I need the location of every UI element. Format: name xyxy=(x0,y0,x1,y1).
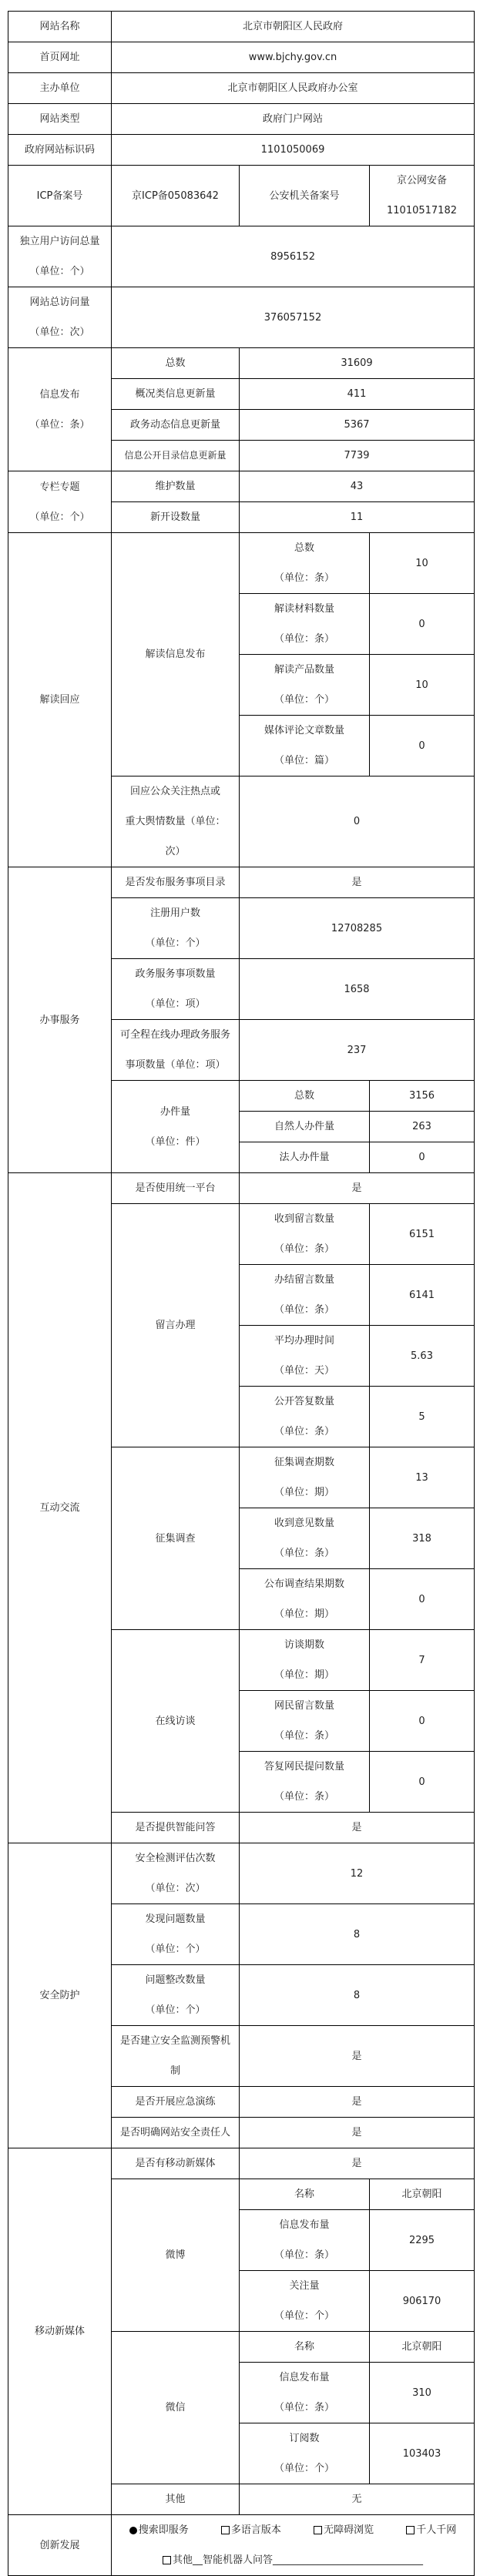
row-columns-maintained xyxy=(8,471,475,502)
value-interp-response: 0 xyxy=(240,776,475,867)
label-interview-replies xyxy=(240,1752,370,1813)
website-annual-report-table xyxy=(8,11,475,2576)
row-info-total xyxy=(8,348,475,379)
label-interp-response xyxy=(112,776,240,867)
value-msg-closed: 6141 xyxy=(370,1265,475,1326)
police-record-line1: 京公网安备 xyxy=(397,175,448,186)
label-interview-periods xyxy=(240,1630,370,1691)
interview-replies-label: 答复网民提问数量 xyxy=(263,1761,344,1773)
row-service-catalog xyxy=(8,867,475,898)
value-security-owner: 是 xyxy=(240,2118,475,2148)
value-msg-received: 6151 xyxy=(370,1204,475,1265)
weibo-posts-unit: （单位：条） xyxy=(274,2249,334,2261)
filled-circle-icon xyxy=(129,2527,137,2534)
wechat-subs-label: 订阅数 xyxy=(289,2433,320,2444)
label-police-record: 公安机关备案号 xyxy=(240,166,370,226)
label-has-mobile-media: 是否有移动新媒体 xyxy=(112,2148,240,2179)
value-smart-qa: 是 xyxy=(240,1813,475,1843)
value-has-mobile-media: 是 xyxy=(240,2148,475,2179)
value-interp-media: 0 xyxy=(370,716,475,776)
label-service-catalog: 是否发布服务事项目录 xyxy=(112,867,240,898)
info-publish-unit: （单位：条） xyxy=(29,418,90,431)
pv-label: 网站总访问量 xyxy=(29,297,90,308)
response-line2: 重大舆情数量（单位： xyxy=(125,816,226,827)
label-weibo-followers xyxy=(240,2271,370,2332)
warning-line1: 是否建立安全监测预警机 xyxy=(119,2035,230,2047)
online-line2: 事项数量（单位：项） xyxy=(125,1059,226,1071)
wechat-posts-unit: （单位：条） xyxy=(274,2402,334,2413)
value-interview-replies: 0 xyxy=(370,1752,475,1813)
label-wechat-name: 名称 xyxy=(240,2332,370,2363)
value-site-type: 政府门户网站 xyxy=(112,104,475,135)
label-issues-fixed xyxy=(112,1965,240,2026)
security-checks-unit: （单位：次） xyxy=(145,1883,206,1894)
value-wechat-subscribers: 103403 xyxy=(370,2423,475,2484)
value-warning-mechanism: 是 xyxy=(240,2026,475,2087)
survey-results-unit: （单位：期） xyxy=(274,1608,334,1620)
interview-messages-unit: （单位：条） xyxy=(274,1730,334,1742)
value-site-code: 1101050069 xyxy=(112,135,475,166)
value-police-record xyxy=(370,166,475,226)
survey-opinions-unit: （单位：条） xyxy=(274,1548,334,1559)
option-accessibility: 无障碍浏览 xyxy=(314,2515,374,2545)
label-info-news: 政务动态信息更新量 xyxy=(112,410,240,441)
row-total-visits xyxy=(8,287,475,348)
label-homepage-url: 首页网址 xyxy=(8,42,112,73)
value-registered-users: 12708285 xyxy=(240,898,475,959)
interp-products-label: 解读产品数量 xyxy=(274,664,334,676)
value-cases-natural: 263 xyxy=(370,1112,475,1142)
response-line3: 次） xyxy=(165,846,186,857)
value-service-items: 1658 xyxy=(240,959,475,1020)
value-msg-avg-time: 5.63 xyxy=(370,1326,475,1387)
row-has-mobile-media xyxy=(8,2148,475,2179)
value-interview-periods: 7 xyxy=(370,1630,475,1691)
wechat-posts-label: 信息发布量 xyxy=(279,2372,330,2383)
checkbox-empty-icon xyxy=(221,2526,230,2534)
label-info-catalog: 信息公开目录信息更新量 xyxy=(112,441,240,471)
wechat-subs-unit: （单位：个） xyxy=(274,2463,334,2474)
value-emergency-drill: 是 xyxy=(240,2087,475,2118)
value-sponsor: 北京市朝阳区人民政府办公室 xyxy=(112,73,475,104)
cases-label: 办件量 xyxy=(159,1105,190,1118)
value-site-name: 北京市朝阳区人民政府 xyxy=(112,12,475,42)
label-survey: 征集调查 xyxy=(112,1447,240,1630)
label-registered-users xyxy=(112,898,240,959)
weibo-follow-unit: （单位：个） xyxy=(274,2310,334,2322)
row-site-type xyxy=(8,104,475,135)
label-issues-found xyxy=(112,1904,240,1965)
msg-public-unit: （单位：条） xyxy=(274,1426,334,1437)
row-icp xyxy=(8,166,475,226)
value-homepage-url: www.bjchy.gov.cn xyxy=(112,42,475,73)
label-weibo: 微博 xyxy=(112,2179,240,2332)
police-record-line2: 11010517182 xyxy=(387,205,457,216)
row-site-code xyxy=(8,135,475,166)
section-mobile-media: 移动新媒体 xyxy=(8,2148,112,2515)
checkbox-empty-icon xyxy=(314,2526,322,2534)
interp-products-unit: （单位：个） xyxy=(274,694,334,706)
label-cases-natural: 自然人办件量 xyxy=(240,1112,370,1142)
users-unit: （单位：个） xyxy=(145,937,206,949)
value-weibo-name: 北京朝阳 xyxy=(370,2179,475,2210)
row-unified-platform xyxy=(8,1173,475,1204)
value-issues-fixed: 8 xyxy=(240,1965,475,2026)
label-unified-platform: 是否使用统一平台 xyxy=(112,1173,240,1204)
label-weibo-name: 名称 xyxy=(240,2179,370,2210)
msg-closed-unit: （单位：条） xyxy=(274,1304,334,1316)
value-survey-opinions: 318 xyxy=(370,1508,475,1569)
survey-periods-label: 征集调查期数 xyxy=(274,1457,334,1468)
columns-unit: （单位：个） xyxy=(29,511,90,523)
uv-label: 独立用户访问总量 xyxy=(19,236,100,247)
label-online-items xyxy=(112,1020,240,1081)
label-unique-visitors xyxy=(8,226,112,287)
info-publish-label: 信息发布 xyxy=(39,388,80,401)
section-security: 安全防护 xyxy=(8,1843,112,2148)
label-interp-materials xyxy=(240,594,370,655)
label-columns-maintained: 维护数量 xyxy=(112,471,240,502)
label-mobile-other: 其他 xyxy=(112,2484,240,2515)
msg-received-unit: （单位：条） xyxy=(274,1243,334,1255)
label-emergency-drill: 是否开展应急演练 xyxy=(112,2087,240,2118)
value-unified-platform: 是 xyxy=(240,1173,475,1204)
label-warning-mechanism xyxy=(112,2026,240,2087)
label-columns-new: 新开设数量 xyxy=(112,502,240,533)
pv-unit: （单位：次） xyxy=(29,327,90,338)
label-service-items xyxy=(112,959,240,1020)
row-unique-visitors xyxy=(8,226,475,287)
section-interaction: 互动交流 xyxy=(8,1173,112,1843)
label-survey-results xyxy=(240,1569,370,1630)
msg-received-label: 收到留言数量 xyxy=(274,1213,334,1225)
weibo-posts-label: 信息发布量 xyxy=(279,2219,330,2231)
value-interp-materials: 0 xyxy=(370,594,475,655)
issues-found-unit: （单位：个） xyxy=(145,1944,206,1955)
label-cases-legal: 法人办件量 xyxy=(240,1142,370,1173)
value-cases-total: 3156 xyxy=(370,1081,475,1112)
interp-materials-unit: （单位：条） xyxy=(274,633,334,645)
survey-opinions-label: 收到意见数量 xyxy=(274,1518,334,1529)
value-unique-visitors: 8956152 xyxy=(112,226,475,287)
option-other: 其他__智能机器人问答______________________________ xyxy=(163,2545,423,2575)
label-sponsor: 主办单位 xyxy=(8,73,112,104)
label-site-name: 网站名称 xyxy=(8,12,112,42)
value-icp: 京ICP备05083642 xyxy=(112,166,240,226)
label-interp-total xyxy=(240,533,370,594)
label-total-visits xyxy=(8,287,112,348)
uv-unit: （单位：个） xyxy=(29,266,90,277)
value-issues-found: 8 xyxy=(240,1904,475,1965)
label-msg-public-replies xyxy=(240,1387,370,1447)
label-smart-qa: 是否提供智能问答 xyxy=(112,1813,240,1843)
label-msg-closed xyxy=(240,1265,370,1326)
label-weibo-posts xyxy=(240,2210,370,2271)
label-interp-media xyxy=(240,716,370,776)
columns-label: 专栏专题 xyxy=(39,481,80,493)
interp-materials-label: 解读材料数量 xyxy=(274,603,334,615)
label-wechat-subscribers xyxy=(240,2423,370,2484)
value-interp-total: 10 xyxy=(370,533,475,594)
value-security-checks: 12 xyxy=(240,1843,475,1904)
label-security-checks xyxy=(112,1843,240,1904)
msg-closed-label: 办结留言数量 xyxy=(274,1274,334,1286)
survey-periods-unit: （单位：期） xyxy=(274,1487,334,1498)
label-interp-products xyxy=(240,655,370,716)
row-homepage-url xyxy=(8,42,475,73)
interp-media-unit: （单位：篇） xyxy=(274,755,334,766)
value-wechat-name: 北京朝阳 xyxy=(370,2332,475,2363)
interp-media-label: 媒体评论文章数量 xyxy=(263,725,344,736)
row-site-name xyxy=(8,12,475,42)
label-site-code: 政府网站标识码 xyxy=(8,135,112,166)
msg-avg-time-unit: （单位：天） xyxy=(274,1365,334,1377)
row-innovation xyxy=(8,2515,475,2576)
section-services: 办事服务 xyxy=(8,867,112,1173)
row-sponsor xyxy=(8,73,475,104)
interview-replies-unit: （单位：条） xyxy=(274,1791,334,1803)
label-wechat-posts xyxy=(240,2363,370,2423)
interp-total-label: 总数 xyxy=(294,542,314,554)
value-msg-public-replies: 5 xyxy=(370,1387,475,1447)
value-info-news: 5367 xyxy=(240,410,475,441)
label-icp: ICP备案号 xyxy=(8,166,112,226)
users-label: 注册用户数 xyxy=(149,907,200,919)
interp-total-unit: （单位：条） xyxy=(274,572,334,584)
msg-public-label: 公开答复数量 xyxy=(274,1396,334,1407)
value-weibo-followers: 906170 xyxy=(370,2271,475,2332)
option-multilingual: 多语言版本 xyxy=(221,2515,281,2545)
online-line1: 可全程在线办理政务服务 xyxy=(119,1029,230,1041)
weibo-follow-label: 关注量 xyxy=(289,2280,320,2292)
value-service-catalog: 是 xyxy=(240,867,475,898)
issues-fixed-unit: （单位：个） xyxy=(145,2004,206,2016)
label-wechat: 微信 xyxy=(112,2332,240,2484)
label-msg-received xyxy=(240,1204,370,1265)
value-info-overview: 411 xyxy=(240,379,475,410)
value-total-visits: 376057152 xyxy=(112,287,475,348)
label-info-total: 总数 xyxy=(112,348,240,379)
value-columns-new: 11 xyxy=(240,502,475,533)
issues-found-label: 发现问题数量 xyxy=(145,1914,206,1925)
label-survey-opinions xyxy=(240,1508,370,1569)
value-interview-messages: 0 xyxy=(370,1691,475,1752)
label-cases xyxy=(112,1081,240,1173)
survey-results-label: 公布调查结果期数 xyxy=(263,1578,344,1590)
label-survey-periods xyxy=(240,1447,370,1508)
label-cases-total: 总数 xyxy=(240,1081,370,1112)
interview-messages-label: 网民留言数量 xyxy=(274,1700,334,1712)
value-survey-periods: 13 xyxy=(370,1447,475,1508)
option-personalized: 千人千网 xyxy=(406,2515,456,2545)
checkbox-empty-icon xyxy=(163,2556,171,2564)
section-info-publish xyxy=(8,348,112,471)
value-weibo-posts: 2295 xyxy=(370,2210,475,2271)
warning-line2: 制 xyxy=(170,2065,180,2077)
section-interpretation: 解读回应 xyxy=(8,533,112,867)
label-interview: 在线访谈 xyxy=(112,1630,240,1813)
checkbox-empty-icon xyxy=(406,2526,415,2534)
msg-avg-time-label: 平均办理时间 xyxy=(274,1335,334,1347)
row-interp-total xyxy=(8,533,475,594)
items-label: 政务服务事项数量 xyxy=(135,968,216,980)
label-msg-avg-time xyxy=(240,1326,370,1387)
interview-periods-label: 访谈期数 xyxy=(284,1639,324,1651)
label-site-type: 网站类型 xyxy=(8,104,112,135)
option-search-service: 搜索即服务 xyxy=(129,2515,189,2545)
label-interview-messages xyxy=(240,1691,370,1752)
cases-unit: （单位：件） xyxy=(145,1135,206,1148)
security-checks-label: 安全检测评估次数 xyxy=(135,1853,216,1864)
value-cases-legal: 0 xyxy=(370,1142,475,1173)
value-survey-results: 0 xyxy=(370,1569,475,1630)
value-columns-maintained: 43 xyxy=(240,471,475,502)
section-columns xyxy=(8,471,112,533)
innovation-options xyxy=(112,2515,475,2576)
label-security-owner: 是否明确网站安全责任人 xyxy=(112,2118,240,2148)
label-info-overview: 概况类信息更新量 xyxy=(112,379,240,410)
value-mobile-other: 无 xyxy=(240,2484,475,2515)
value-info-total: 31609 xyxy=(240,348,475,379)
label-interp-publish: 解读信息发布 xyxy=(112,533,240,776)
interview-periods-unit: （单位：期） xyxy=(274,1669,334,1681)
value-info-catalog: 7739 xyxy=(240,441,475,471)
value-online-items: 237 xyxy=(240,1020,475,1081)
issues-fixed-label: 问题整改数量 xyxy=(145,1974,206,1986)
section-innovation: 创新发展 xyxy=(8,2515,112,2576)
value-wechat-posts: 310 xyxy=(370,2363,475,2423)
items-unit: （单位：项） xyxy=(145,998,206,1010)
response-line1: 回应公众关注热点或 xyxy=(129,786,220,797)
row-security-checks xyxy=(8,1843,475,1904)
label-messages: 留言办理 xyxy=(112,1204,240,1447)
value-interp-products: 10 xyxy=(370,655,475,716)
